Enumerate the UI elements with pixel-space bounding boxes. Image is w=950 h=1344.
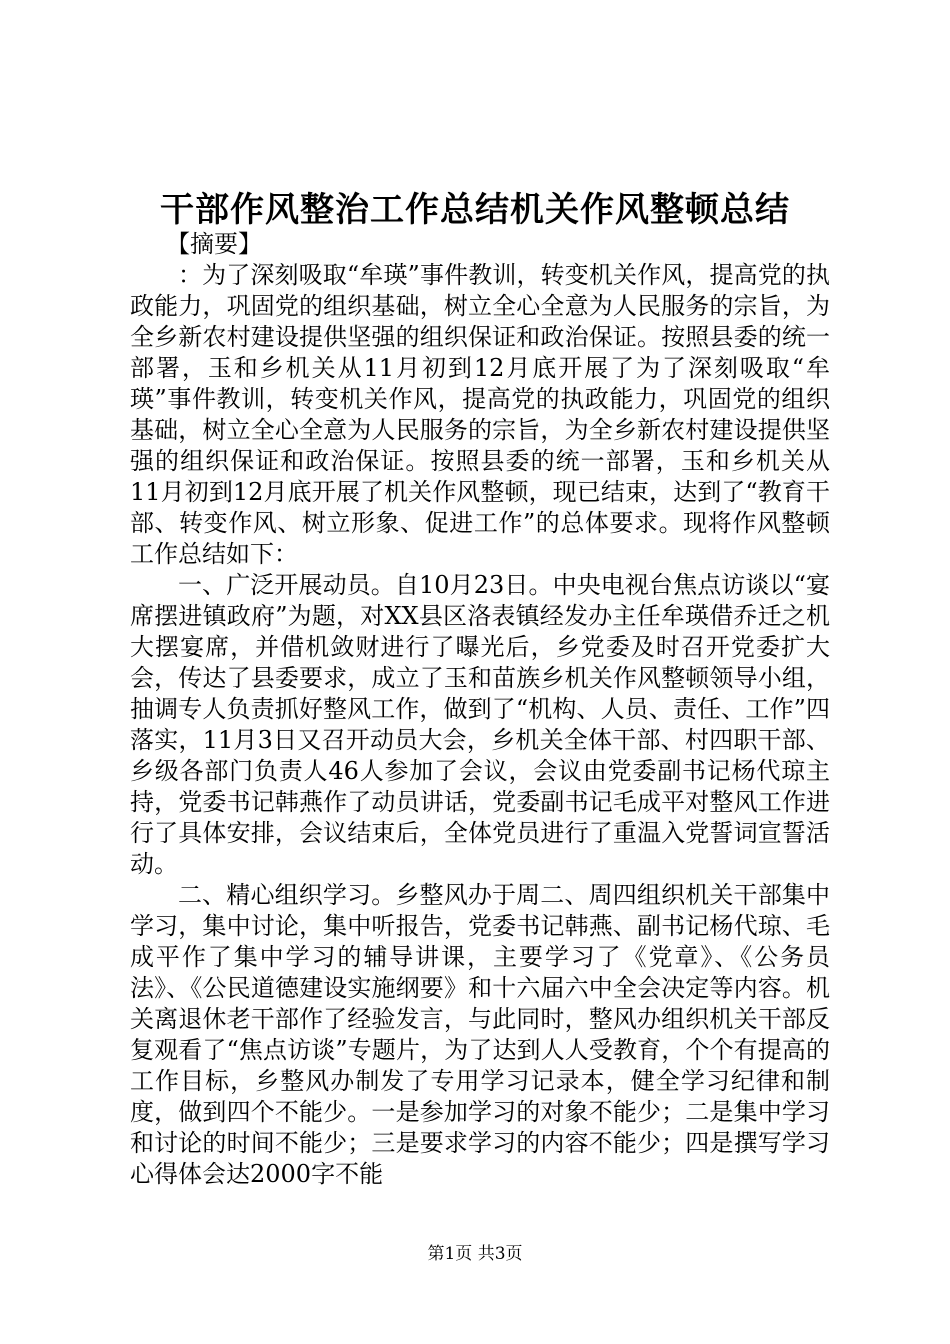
- document-body: [130, 229, 830, 1190]
- document-title: 干部作风整治工作总结机关作风整顿总结: [160, 190, 790, 230]
- page-footer: 第1页 共3页: [427, 1244, 523, 1264]
- section-1-paragraph: 一、广泛开展动员。自10月23日。中央电视台焦点访谈以“宴席摆进镇政府”为题，对XX县区洛表镇经发办主任牟瑛借乔迁之机大摆宴席，并借机敛财进行了曝光后，乡党委及时召开党委扩大会，传达了县委要求，成立了玉和苗族乡机关作风整顿领导小组，抽调专人负责抓好整风工作，做到了“机构、人员、责任、工作”四落实，11月3日又召开动员大会，乡机关全体干部、村四职干部、乡级各部门负责人46人参加了会议，会议由党委副书记杨代琼主持，党委书记韩燕作了动员讲话，党委副书记毛成平对整风工作进行了具体安排，会议结束后，全体党员进行了重温入党誓词宣誓活动。: [130, 571, 830, 878]
- abstract-paragraph: ：为了深刻吸取“牟瑛”事件教训，转变机关作风，提高党的执政能力，巩固党的组织基础，树立全心全意为人民服务的宗旨，为全乡新农村建设提供坚强的组织保证和政治保证。按照县委的统一部署，玉和乡机关从11月初到12月底开展了为了深刻吸取“牟瑛”事件教训，转变机关作风，提高党的执政能力，巩固党的组织基础，树立全心全意为人民服务的宗旨，为全乡新农村建设提供坚强的组织保证和政治保证。按照县委的统一部署，玉和乡机关从11月初到12月底开展了机关作风整顿，现已结束，达到了“教育干部、转变作风、树立形象、促进工作”的总体要求。现将作风整顿工作总结如下：: [130, 261, 830, 568]
- abstract-label: 【摘要】: [166, 230, 262, 258]
- section-2-paragraph: 二、精心组织学习。乡整风办于周二、周四组织机关干部集中学习，集中讨论，集中听报告，党委书记韩燕、副书记杨代琼、毛成平作了集中学习的辅导讲课，主要学习了《党章》、《公务员法》、《公民道德建设实施纲要》和十六届六中全会决定等内容。机关离退休老干部作了经验发言，与此同时，整风办组织机关干部反复观看了“焦点访谈”专题片，为了达到人人受教育，个个有提高的工作目标，乡整风办制发了专用学习记录本，健全学习纪律和制度，做到四个不能少。一是参加学习的对象不能少；二是集中学习和讨论的时间不能少；三是要求学习的内容不能少；四是撰写学习心得体会达2000字不能: [130, 881, 830, 1188]
